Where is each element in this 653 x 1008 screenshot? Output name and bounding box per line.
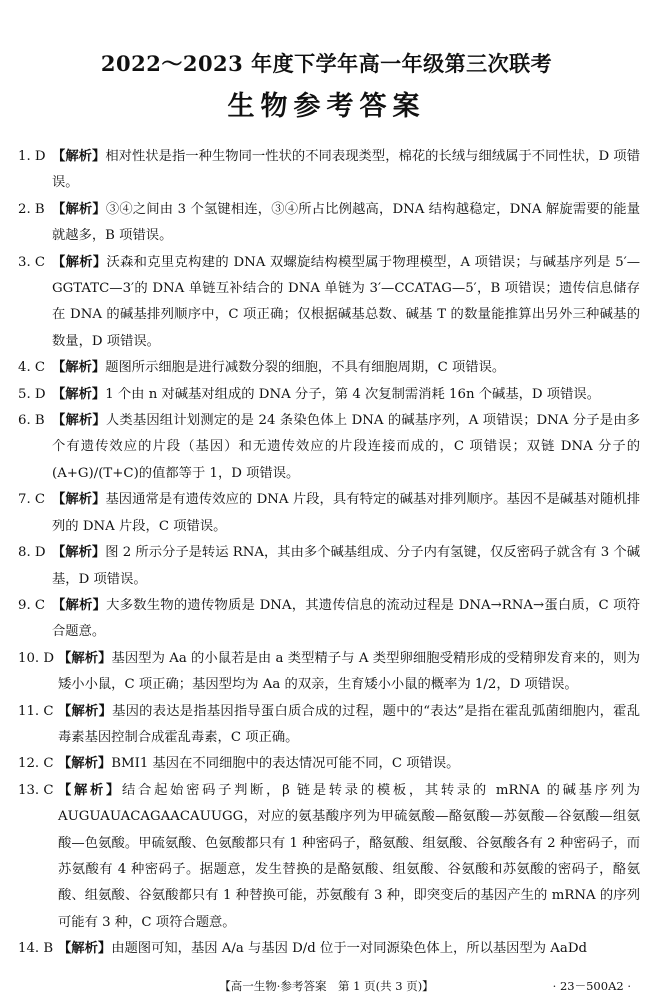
analysis-tag: 【解析】 <box>52 201 106 217</box>
analysis-text: 基因型为 Aa 的小鼠若是由 a 类型精子与 A 类型卵细胞受精形成的受精卵发育来的，则为矮小小鼠，C 项正确；基因型均为 Aa 的双亲，生育矮小小鼠的概率为 1/2，D 项错误。 <box>58 650 641 693</box>
answer-item <box>18 355 640 381</box>
answer-body <box>52 540 640 593</box>
answer-body <box>52 355 640 381</box>
answer-item <box>18 751 640 777</box>
answer-item <box>18 487 640 540</box>
analysis-tag: 【解析】 <box>52 254 107 270</box>
answer-body <box>58 778 640 936</box>
analysis-tag: 【解析】 <box>52 413 106 429</box>
analysis-tag: 【解析】 <box>52 149 106 164</box>
answer-number: 8. D <box>18 545 46 561</box>
footer-page-info: 【高一生物·参考答案 第 1 页(共 3 页)】 <box>219 979 434 993</box>
analysis-text: 基因的表达是指基因指导蛋白质合成的过程，题中的“表达”是指在霍乱弧菌细胞内，霍乱毒素基因控制合成霍乱毒素，C 项正确。 <box>58 703 640 745</box>
answer-body <box>52 487 640 540</box>
answer-body <box>52 197 640 250</box>
answer-number: 1. D <box>18 149 46 164</box>
answer-number: 3. C <box>18 254 46 270</box>
analysis-tag: 【解析】 <box>58 650 112 666</box>
exam-title: 2022～2023 年度下学年高一年级第三次联考 <box>100 51 553 76</box>
answer-number: 9. C <box>18 597 46 613</box>
answer-title: 生物参考答案 <box>227 91 426 122</box>
answer-body <box>52 250 640 356</box>
answer-number: 10. D <box>18 650 55 666</box>
analysis-text: 人类基因组计划测定的是 24 条染色体上 DNA 的碱基序列，A 项错误；DNA 分子是由多个有遗传效应的片段（基因）和无遗传效应的片段连接而成的，C 项错误；双链 DNA 分子的(A+G)/(T+C)的值都等于 1，D 项错误。 <box>52 413 640 481</box>
analysis-text: 相对性状是指一种生物同一性状的不同表现类型，棉花的长绒与细绒属于不同性状，D 项错误。 <box>52 149 640 191</box>
answer-number: 4. C <box>18 360 46 376</box>
answer-list <box>18 144 640 963</box>
analysis-tag: 【解析】 <box>52 492 106 508</box>
answer-number: 2. B <box>18 201 45 217</box>
answer-number: 6. B <box>18 413 45 429</box>
analysis-text: 沃森和克里克构建的 DNA 双螺旋结构模型属于物理模型，A 项错误；与碱基序列是 5′—GGTATC—3′的 DNA 单链互补结合的 DNA 单链为 3′—CCATAG—5′，B 项错误；遗传信息储存在 DNA 的碱基排列顺序中，C 项正确；仅根据碱基总数、碱基 T 的数量能推算出另外三种碱基的数量，D 项错误。 <box>52 254 641 349</box>
analysis-text: 基因通常是有遗传效应的 DNA 片段，具有特定的碱基对排列顺序。基因不是碱基对随机排列的 DNA 片段，C 项错误。 <box>52 492 641 534</box>
answer-item <box>18 778 640 936</box>
answer-number: 7. C <box>18 492 46 508</box>
analysis-tag: 【解析】 <box>52 360 106 376</box>
answer-item <box>18 540 640 593</box>
analysis-tag: 【解析】 <box>52 597 107 613</box>
answer-item <box>18 197 640 250</box>
analysis-text: 由题图可知，基因 A/a 与基因 D/d 位于一对同源染色体上，所以基因型为 AaDd <box>111 941 587 957</box>
analysis-text: 结合起始密码子判断，β 链是转录的模板，其转录的 mRNA 的碱基序列为 AUGUAUACAGAACAUUGG，对应的氨基酸序列为甲硫氨酸—酪氨酸—苏氨酸—谷氨酸—组氨酸—色氨酸。甲硫氨酸、色氨酸都只有 1 种密码子，酪氨酸、组氨酸、谷氨酸各有 2 种密码子，而苏氨酸有 4 种密码子。据题意，发生替换的是酪氨酸、组氨酸、谷氨酸和苏氨酸的密码子，酪氨酸、组氨酸、谷氨酸都只有 1 种替换可能，苏氨酸有 3 种，即突变后的基因产生的 mRNA 的序列可能有 3 种，C 项符合题意。 <box>58 782 640 930</box>
answer-item <box>18 382 640 408</box>
answer-number: 13. C <box>18 782 54 798</box>
analysis-tag: 【解析】 <box>58 941 112 957</box>
answer-item <box>18 699 640 752</box>
footer-code: · 23－500A2 · <box>552 979 631 993</box>
analysis-text: 大多数生物的遗传物质是 DNA，其遗传信息的流动过程是 DNA→RNA→蛋白质，C 项符合题意。 <box>52 597 641 640</box>
answer-item <box>18 646 640 699</box>
answer-number: 5. D <box>18 386 46 402</box>
answer-body <box>52 382 640 408</box>
answer-body <box>52 144 640 197</box>
answer-body <box>52 593 640 646</box>
answer-body <box>58 751 640 777</box>
analysis-tag: 【解析】 <box>58 782 123 798</box>
answer-item <box>18 408 640 487</box>
analysis-text: 图 2 所示分子是转运 RNA，其由多个碱基组成、分子内有氢键，仅反密码子就含有 3 个碱基，D 项错误。 <box>52 545 640 587</box>
answer-body <box>58 936 640 962</box>
analysis-text: ③④之间由 3 个氢键相连，③④所占比例越高，DNA 结构越稳定，DNA 解旋需要的能量就越多，B 项错误。 <box>52 201 640 244</box>
analysis-tag: 【解析】 <box>52 545 106 561</box>
answer-body <box>58 699 640 752</box>
answer-number: 11. C <box>18 703 54 719</box>
analysis-tag: 【解析】 <box>58 756 112 772</box>
answer-item <box>18 144 640 197</box>
answer-item <box>18 593 640 646</box>
answer-body <box>58 646 640 699</box>
answer-body <box>52 408 640 487</box>
analysis-text: 1 个由 n 对碱基对组成的 DNA 分子，第 4 次复制需消耗 16n 个碱基，D 项错误。 <box>105 386 600 402</box>
answer-number: 14. B <box>18 941 54 957</box>
analysis-text: 题图所示细胞是进行减数分裂的细胞，不具有细胞周期，C 项错误。 <box>105 360 506 376</box>
analysis-tag: 【解析】 <box>58 703 113 719</box>
answer-item <box>18 250 640 356</box>
answer-number: 12. C <box>18 756 54 772</box>
answer-item <box>18 936 640 962</box>
analysis-tag: 【解析】 <box>52 386 106 402</box>
analysis-text: BMI1 基因在不同细胞中的表达情况可能不同，C 项错误。 <box>111 756 460 772</box>
